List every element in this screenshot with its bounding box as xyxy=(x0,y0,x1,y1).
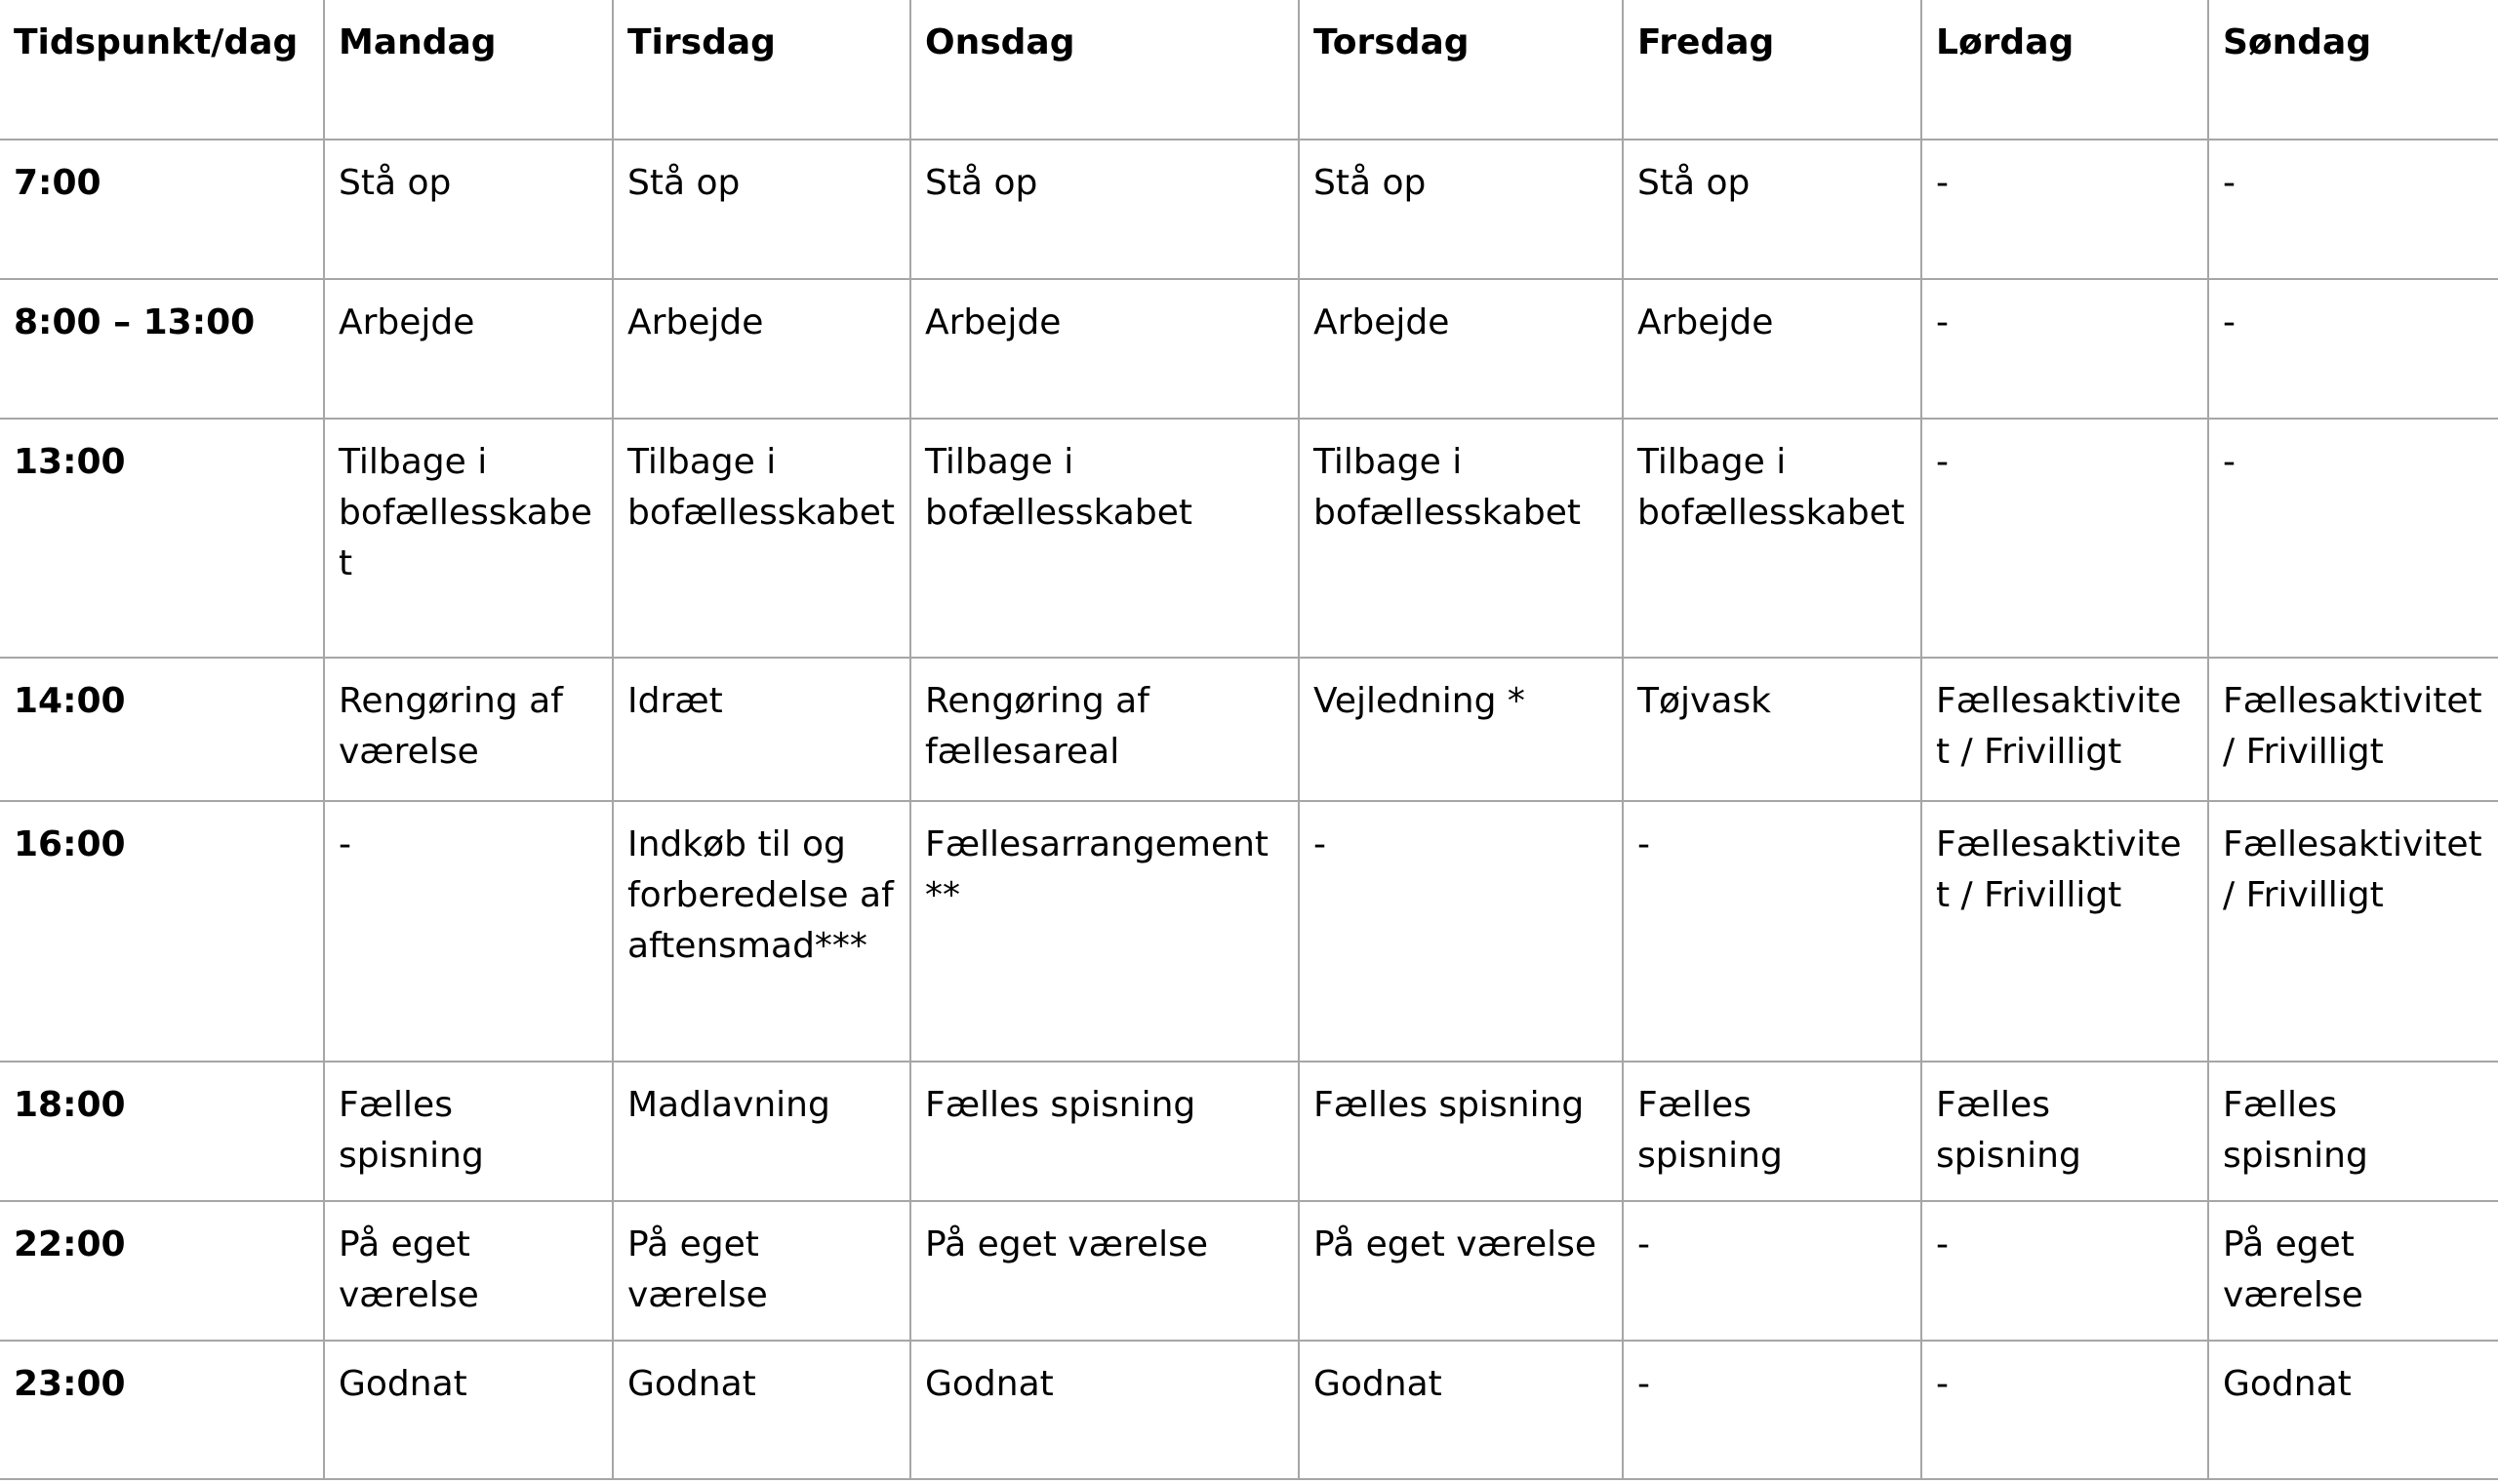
time-cell: 22:00 xyxy=(0,1201,324,1341)
table-cell: Tøjvask xyxy=(1623,658,1921,801)
table-row xyxy=(0,419,2498,658)
table-cell: På eget værelse xyxy=(324,1201,613,1341)
table-cell: Godnat xyxy=(613,1341,910,1479)
table-cell: Fælles spisning xyxy=(2208,1062,2498,1201)
time-cell: 18:00 xyxy=(0,1062,324,1201)
table-cell: - xyxy=(1623,1341,1921,1479)
table-cell: Indkøb til og forberedelse af aftensmad*** xyxy=(613,801,910,1062)
table-cell: Tilbage i bofællesskabet xyxy=(1623,419,1921,658)
table-cell: Fælles spisning xyxy=(910,1062,1299,1201)
table-cell: Fælles spisning xyxy=(1921,1062,2208,1201)
table-cell: Vejledning * xyxy=(1299,658,1623,801)
table-cell: Stå op xyxy=(1299,140,1623,279)
table-cell: - xyxy=(1921,419,2208,658)
table-cell: På eget værelse xyxy=(1299,1201,1623,1341)
table-cell: Arbejde xyxy=(1299,279,1623,419)
header-sunday: Søndag xyxy=(2208,0,2498,140)
table-cell: Godnat xyxy=(1299,1341,1623,1479)
header-saturday: Lørdag xyxy=(1921,0,2208,140)
header-monday: Mandag xyxy=(324,0,613,140)
time-cell: 8:00 – 13:00 xyxy=(0,279,324,419)
table-cell: - xyxy=(2208,140,2498,279)
header-time-day: Tidspunkt/dag xyxy=(0,0,324,140)
table-cell: Fællesaktivitet / Frivilligt xyxy=(2208,658,2498,801)
table-cell: På eget værelse xyxy=(2208,1201,2498,1341)
table-cell: Fælles spisning xyxy=(324,1062,613,1201)
table-cell: - xyxy=(2208,419,2498,658)
table-row xyxy=(0,1341,2498,1479)
table-cell: Rengøring af fællesareal xyxy=(910,658,1299,801)
table-cell: Arbejde xyxy=(613,279,910,419)
table-cell: Fællesaktivitet / Frivilligt xyxy=(1921,658,2208,801)
header-tuesday: Tirsdag xyxy=(613,0,910,140)
table-cell: - xyxy=(1921,1341,2208,1479)
table-cell: Fællesaktivitet / Frivilligt xyxy=(1921,801,2208,1062)
table-row xyxy=(0,279,2498,419)
table-cell: Godnat xyxy=(910,1341,1299,1479)
header-friday: Fredag xyxy=(1623,0,1921,140)
table-cell: På eget værelse xyxy=(910,1201,1299,1341)
table-row xyxy=(0,1062,2498,1201)
table-cell: Stå op xyxy=(1623,140,1921,279)
table-cell: Arbejde xyxy=(324,279,613,419)
time-cell: 23:00 xyxy=(0,1341,324,1479)
table-cell: Godnat xyxy=(324,1341,613,1479)
time-cell: 14:00 xyxy=(0,658,324,801)
table-cell: Tilbage i bofællesskabet xyxy=(910,419,1299,658)
header-thursday: Torsdag xyxy=(1299,0,1623,140)
header-wednesday: Onsdag xyxy=(910,0,1299,140)
table-row xyxy=(0,801,2498,1062)
table-cell: Arbejde xyxy=(910,279,1299,419)
table-cell: Fælles spisning xyxy=(1623,1062,1921,1201)
table-cell: Madlavning xyxy=(613,1062,910,1201)
table-cell: Tilbage i bofællesskabet xyxy=(1299,419,1623,658)
table-cell: - xyxy=(1299,801,1623,1062)
table-cell: - xyxy=(1623,1201,1921,1341)
table-row xyxy=(0,140,2498,279)
table-cell: Stå op xyxy=(324,140,613,279)
table-cell: - xyxy=(1921,1201,2208,1341)
table-cell: - xyxy=(2208,279,2498,419)
table-cell: Tilbage i bofællesskabet xyxy=(613,419,910,658)
table-cell: På eget værelse xyxy=(613,1201,910,1341)
table-row xyxy=(0,658,2498,801)
table-cell: Stå op xyxy=(910,140,1299,279)
table-cell: Godnat xyxy=(2208,1341,2498,1479)
table-row xyxy=(0,1201,2498,1341)
header-row xyxy=(0,0,2498,140)
table-cell: Fællesaktivitet / Frivilligt xyxy=(2208,801,2498,1062)
table-cell: - xyxy=(1921,279,2208,419)
table-cell: - xyxy=(324,801,613,1062)
table-cell: Arbejde xyxy=(1623,279,1921,419)
table-cell: Rengøring af værelse xyxy=(324,658,613,801)
time-cell: 7:00 xyxy=(0,140,324,279)
table-cell: Tilbage i bofællesskabet xyxy=(324,419,613,658)
time-cell: 13:00 xyxy=(0,419,324,658)
table-cell: Fælles spisning xyxy=(1299,1062,1623,1201)
table-cell: Idræt xyxy=(613,658,910,801)
time-cell: 16:00 xyxy=(0,801,324,1062)
table-cell: - xyxy=(1921,140,2208,279)
table-cell: Stå op xyxy=(613,140,910,279)
table-cell: - xyxy=(1623,801,1921,1062)
table-cell: Fællesarrangement** xyxy=(910,801,1299,1062)
